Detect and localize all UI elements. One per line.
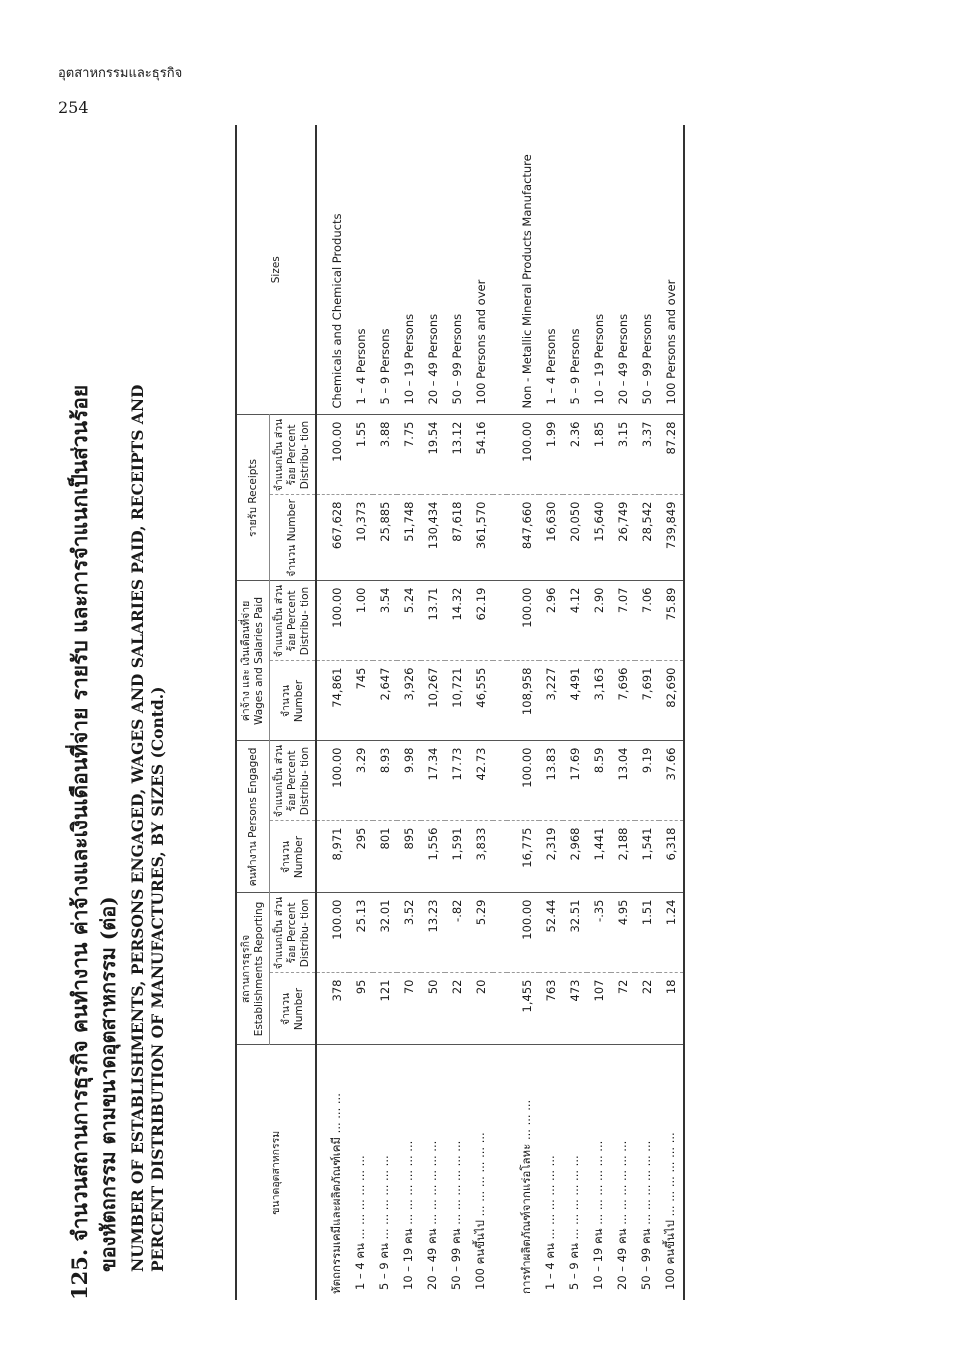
title-thai-line2: ของหัตถกรรม ตามขนาดอุตสาหกรรม (ต่อ): [96, 896, 120, 1272]
table-cell: 100.00: [316, 581, 349, 661]
table-cell: 2,968: [563, 821, 587, 893]
table-cell: -.82: [445, 893, 469, 973]
table-cell: 8,971: [316, 821, 349, 893]
page-number: 254: [58, 98, 89, 117]
size-label: 50 – 99 Persons: [445, 125, 469, 415]
table-cell: 18: [659, 973, 684, 1045]
table-cell: 82,690: [659, 661, 684, 741]
table-cell: 100.00: [316, 741, 349, 821]
table-cell: 54.16: [469, 415, 493, 495]
percent-subheader: จำแนกเป็น ส่วนร้อย Percent Distribu- tion: [270, 581, 317, 661]
table-row: [539, 125, 563, 1300]
table-cell: 62.19: [469, 581, 493, 661]
table-body: [316, 125, 684, 1300]
table-cell: 361,570: [469, 495, 493, 581]
industry-label: 20 – 49 คน ... ... ... ... ... ...: [615, 1140, 629, 1290]
industry-label: 10 – 19 คน ... ... ... ... ... ...: [401, 1140, 415, 1290]
table-cell: 107: [587, 973, 611, 1045]
table-cell: 17.73: [445, 741, 469, 821]
table-cell: 75.89: [659, 581, 684, 661]
industry-label: 100 คนขึ้นไป ... ... ... ... ... ...: [663, 1132, 677, 1290]
running-header: อุตสาหกรรมและธุรกิจ: [58, 66, 183, 81]
table-cell: 26,749: [611, 495, 635, 581]
size-label: 1 – 4 Persons: [539, 125, 563, 415]
table-cell: 100.00: [507, 741, 539, 821]
table-cell: 15,640: [587, 495, 611, 581]
table-cell: 378: [316, 973, 349, 1045]
receipts-header: รายรับ Receipts: [236, 415, 270, 581]
table-cell: -.35: [587, 893, 611, 973]
table-cell: 4.95: [611, 893, 635, 973]
table-cell: 9.98: [397, 741, 421, 821]
table-cell: 13.71: [421, 581, 445, 661]
table-cell: 17.34: [421, 741, 445, 821]
table-cell: 295: [349, 821, 373, 893]
table-cell: 13.23: [421, 893, 445, 973]
table-row: [611, 125, 635, 1300]
table-cell: 1,541: [635, 821, 659, 893]
percent-subheader: จำแนกเป็น ส่วนร้อย Percent Distribu- tion: [270, 741, 317, 821]
table-cell: 2.36: [563, 415, 587, 495]
table-cell: 95: [349, 973, 373, 1045]
percent-subheader: จำแนกเป็น ส่วนร้อย Percent Distribu- tion: [270, 893, 317, 973]
number-subheader: จำนวน Number: [270, 973, 317, 1045]
size-label: 10 – 19 Persons: [587, 125, 611, 415]
table-cell: 895: [397, 821, 421, 893]
table-cell: 121: [373, 973, 397, 1045]
title-thai-line1: 125. จำนวนสถานการธุรกิจ คนทำงาน ค่าจ้างและเงินเดือนที่จ่าย รายรับ และการจำแนกเป็นส่วนร้อย: [67, 384, 92, 1300]
table-cell: 739,849: [659, 495, 684, 581]
table-cell: 2,188: [611, 821, 635, 893]
table-cell: 7.07: [611, 581, 635, 661]
table-cell: 1,441: [587, 821, 611, 893]
wages-header: ค่าจ้าง และ เงินเดือนที่จ่าย Wages and Salaries Paid: [236, 581, 270, 741]
table-row-section-total: [507, 125, 539, 1300]
size-label: Chemicals and Chemical Products: [316, 125, 349, 415]
table-cell: 4.12: [563, 581, 587, 661]
table-cell: 7.06: [635, 581, 659, 661]
size-label: 50 – 99 Persons: [635, 125, 659, 415]
industry-label: การทำผลิตภัณฑ์จากแร่อโลหะ ... ... ...: [519, 1099, 533, 1294]
table-cell: 4,491: [563, 661, 587, 741]
table-cell: 10,721: [445, 661, 469, 741]
table-cell: 32.01: [373, 893, 397, 973]
industry-label: 5 – 9 คน ... ... ... ... ... ...: [377, 1155, 391, 1290]
table-cell: 9.19: [635, 741, 659, 821]
table-cell: 37.66: [659, 741, 684, 821]
table-cell: 3.88: [373, 415, 397, 495]
table-cell: 3.54: [373, 581, 397, 661]
table-cell: 17.69: [563, 741, 587, 821]
table-cell: 1.24: [659, 893, 684, 973]
size-label: 20 – 49 Persons: [421, 125, 445, 415]
number-subheader: จำนวน Number: [270, 821, 317, 893]
industry-label: 100 คนขึ้นไป ... ... ... ... ... ...: [473, 1132, 487, 1290]
industry-label: หัตถกรรมเคมีและผลิตภัณฑ์เคมี ... ... ...: [329, 1093, 343, 1294]
table-cell: 3.15: [611, 415, 635, 495]
table-row: [397, 125, 421, 1300]
table-row-section-total: [316, 125, 349, 1300]
table-cell: 801: [373, 821, 397, 893]
rotated-table-page: [60, 125, 920, 1300]
table-cell: 22: [635, 973, 659, 1045]
size-label: Non - Metallic Mineral Products Manufacture: [507, 125, 539, 415]
table-cell: 100.00: [316, 893, 349, 973]
table-cell: 19.54: [421, 415, 445, 495]
table-cell: 7,696: [611, 661, 635, 741]
number-subheader: จำนวน Number: [270, 661, 317, 741]
table-cell: 52.44: [539, 893, 563, 973]
table-cell: 130,434: [421, 495, 445, 581]
industry-label: 20 – 49 คน ... ... ... ... ... ...: [425, 1140, 439, 1290]
table-cell: 1.51: [635, 893, 659, 973]
table-cell: 473: [563, 973, 587, 1045]
table-cell: 3,926: [397, 661, 421, 741]
table-cell: 87.28: [659, 415, 684, 495]
table-cell: 3.37: [635, 415, 659, 495]
table-cell: 763: [539, 973, 563, 1045]
table-cell: 6,318: [659, 821, 684, 893]
table-cell: 3.52: [397, 893, 421, 973]
table-cell: 87,618: [445, 495, 469, 581]
size-label: 100 Persons and over: [659, 125, 684, 415]
table-row: [563, 125, 587, 1300]
table-cell: 3,833: [469, 821, 493, 893]
table-cell: 100.00: [507, 415, 539, 495]
table-cell: 32.51: [563, 893, 587, 973]
table-cell: 1.00: [349, 581, 373, 661]
size-label: 5 – 9 Persons: [373, 125, 397, 415]
table-row: [587, 125, 611, 1300]
establishments-header: สถานการธุรกิจ Establishments Reporting: [236, 893, 270, 1045]
industry-label: 1 – 4 คน ... ... ... ... ... ...: [353, 1155, 367, 1290]
table-cell: 25,885: [373, 495, 397, 581]
table-cell: 3,227: [539, 661, 563, 741]
table-cell: 108,958: [507, 661, 539, 741]
table-cell: 25.13: [349, 893, 373, 973]
table-row: [373, 125, 397, 1300]
table-cell: 16,630: [539, 495, 563, 581]
table-cell: 8.59: [587, 741, 611, 821]
size-label: 100 Persons and over: [469, 125, 493, 415]
size-label: 1 – 4 Persons: [349, 125, 373, 415]
size-label: 5 – 9 Persons: [563, 125, 587, 415]
table-cell: 8.93: [373, 741, 397, 821]
table-cell: 847,660: [507, 495, 539, 581]
table-cell: 74,861: [316, 661, 349, 741]
table-cell: 3.29: [349, 741, 373, 821]
table-cell: 3,163: [587, 661, 611, 741]
table-cell: 1,591: [445, 821, 469, 893]
industry-label: 5 – 9 คน ... ... ... ... ... ...: [567, 1155, 581, 1290]
table-cell: 14.32: [445, 581, 469, 661]
table-cell: 5.24: [397, 581, 421, 661]
title-english-line2: PERCENT DISTRIBUTION OF MANUFACTURES, BY SIZES (Contd.): [148, 686, 167, 1272]
table-cell: 42.73: [469, 741, 493, 821]
table-cell: 2,319: [539, 821, 563, 893]
table-row: [349, 125, 373, 1300]
table-cell: 1.55: [349, 415, 373, 495]
title-english-line1: NUMBER OF ESTABLISHMENTS, PERSONS ENGAGED, WAGES AND SALARIES PAID, RECEIPTS AND: [128, 384, 147, 1272]
table-cell: 2.90: [587, 581, 611, 661]
table-cell: 1.99: [539, 415, 563, 495]
table-row: [421, 125, 445, 1300]
size-label: 10 – 19 Persons: [397, 125, 421, 415]
table-cell: 20,050: [563, 495, 587, 581]
table-cell: 667,628: [316, 495, 349, 581]
industry-label: 1 – 4 คน ... ... ... ... ... ...: [543, 1155, 557, 1290]
table-cell: 100.00: [507, 893, 539, 973]
table-cell: 72: [611, 973, 635, 1045]
industry-label: 50 – 99 คน ... ... ... ... ... ...: [639, 1140, 653, 1290]
table-cell: 70: [397, 973, 421, 1045]
table-cell: 10,373: [349, 495, 373, 581]
table-cell: 50: [421, 973, 445, 1045]
table-cell: 100.00: [316, 415, 349, 495]
table-cell: 7.75: [397, 415, 421, 495]
table-cell: 22: [445, 973, 469, 1045]
table-cell: 13.04: [611, 741, 635, 821]
table-cell: 20: [469, 973, 493, 1045]
table-cell: 13.12: [445, 415, 469, 495]
table-cell: 1,556: [421, 821, 445, 893]
table-cell: 28,542: [635, 495, 659, 581]
table-cell: 5.29: [469, 893, 493, 973]
industry-label: 50 – 99 คน ... ... ... ... ... ...: [449, 1140, 463, 1290]
row-gap: [493, 125, 507, 1300]
table-cell: 10,267: [421, 661, 445, 741]
industry-label: 10 – 19 คน ... ... ... ... ... ...: [591, 1140, 605, 1290]
table-cell: 1,455: [507, 973, 539, 1045]
table-cell: 51,748: [397, 495, 421, 581]
table-cell: 1.85: [587, 415, 611, 495]
industry-header: ขนาดอุตสาหกรรม: [236, 1045, 316, 1300]
number-subheader: จำนวน Number: [270, 495, 317, 581]
table-cell: 2,647: [373, 661, 397, 741]
table-title: [60, 125, 168, 1300]
table-row: [659, 125, 684, 1300]
percent-subheader: จำแนกเป็น ส่วนร้อย Percent Distribu- tion: [270, 415, 317, 495]
table-row: [469, 125, 493, 1300]
table-header: [236, 125, 316, 1300]
table-row: [635, 125, 659, 1300]
table-cell: 13.83: [539, 741, 563, 821]
table-row: [445, 125, 469, 1300]
table-cell: 2.96: [539, 581, 563, 661]
persons-header: คนทำงาน Persons Engaged: [236, 741, 270, 893]
size-label: 20 – 49 Persons: [611, 125, 635, 415]
statistics-table: [235, 125, 685, 1300]
table-cell: 16,775: [507, 821, 539, 893]
table-cell: 7,691: [635, 661, 659, 741]
table-cell: 46,555: [469, 661, 493, 741]
table-cell: 100.00: [507, 581, 539, 661]
sizes-header: Sizes: [236, 125, 316, 415]
table-cell: 745: [349, 661, 373, 741]
